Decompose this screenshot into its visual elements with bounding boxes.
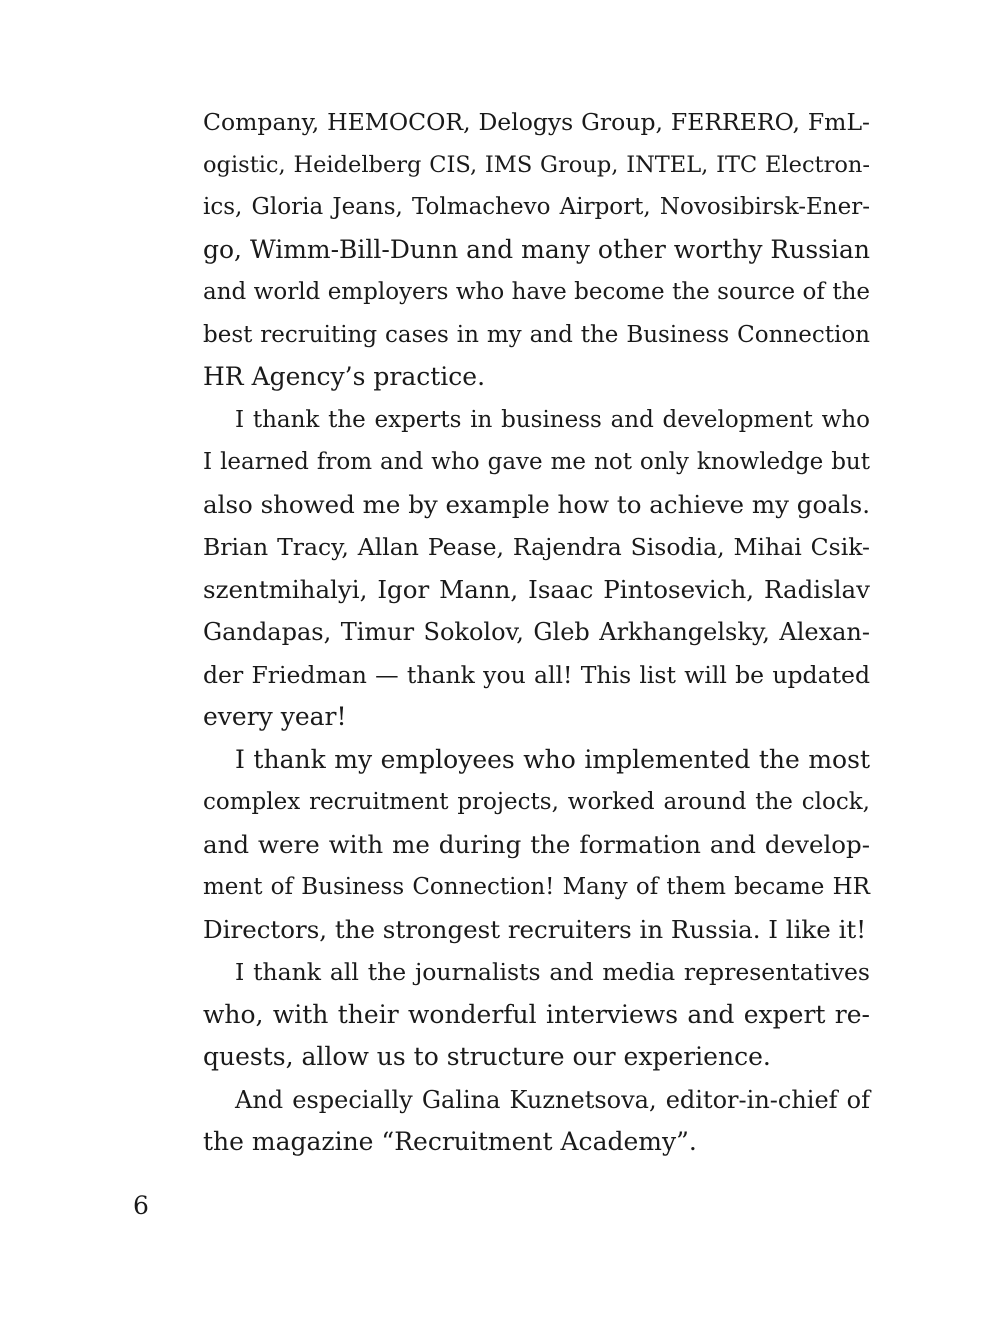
text-line: Directors, the strongest recruiters in Russia. I like it! (203, 914, 867, 944)
body-text (203, 101, 870, 1164)
text-line: Brian Tracy, Allan Pease, Rajendra Sisodia, Mihai Csik- (203, 533, 870, 561)
text-line: I thank my employees who implemented the most (235, 744, 870, 774)
text-line: who, with their wonderful interviews and expert re- (203, 999, 870, 1029)
text-line: And especially Galina Kuznetsova, editor-in-chief of (235, 1085, 870, 1114)
text-line: ics, Gloria Jeans, Tolmachevo Airport, Novosibirsk-Ener- (203, 194, 870, 220)
text-line: complex recruitment projects, worked around the clock, (203, 789, 870, 815)
text-line: I learned from and who gave me not only knowledge but (203, 449, 870, 475)
text-line: szentmihalyi, Igor Mann, Isaac Pintosevich, Radislav (203, 574, 870, 604)
paragraph-journalists (203, 951, 870, 1079)
text-line: I thank all the journalists and media representatives (235, 958, 870, 986)
paragraph-experts (203, 399, 870, 739)
text-line: also showed me by example how to achieve my goals. (203, 489, 870, 519)
page-number: 6 (133, 1191, 149, 1220)
text-line: Gandapas, Timur Sokolov, Gleb Arkhangelsky, Alexan- (203, 618, 870, 646)
text-line: the magazine “Recruitment Academy”. (203, 1127, 697, 1156)
text-line: Company, HEMOCOR, Delogys Group, FERRERO, FmL- (203, 108, 870, 136)
text-line: ogistic, Heidelberg CIS, IMS Group, INTEL, ITC Electron- (203, 151, 870, 178)
text-line: quests, allow us to structure our experience. (203, 1042, 771, 1071)
paragraph-editor (203, 1079, 870, 1164)
text-line: and world employers who have become the source of the (203, 279, 870, 305)
text-line: best recruiting cases in my and the Business Connection (203, 321, 870, 348)
text-line: HR Agency’s practice. (203, 362, 486, 391)
paragraph-clients (203, 101, 870, 399)
text-line: go, Wimm-Bill-Dunn and many other worthy Russian (203, 234, 870, 264)
paragraph-employees (203, 739, 870, 952)
text-line: der Friedman — thank you all! This list will be updated (203, 660, 870, 689)
text-line: and were with me during the formation and develop- (203, 829, 870, 859)
text-line: ment of Business Connection! Many of them became HR (203, 874, 870, 900)
text-line: every year! (203, 702, 347, 731)
text-line: I thank the experts in business and development who (235, 406, 870, 433)
